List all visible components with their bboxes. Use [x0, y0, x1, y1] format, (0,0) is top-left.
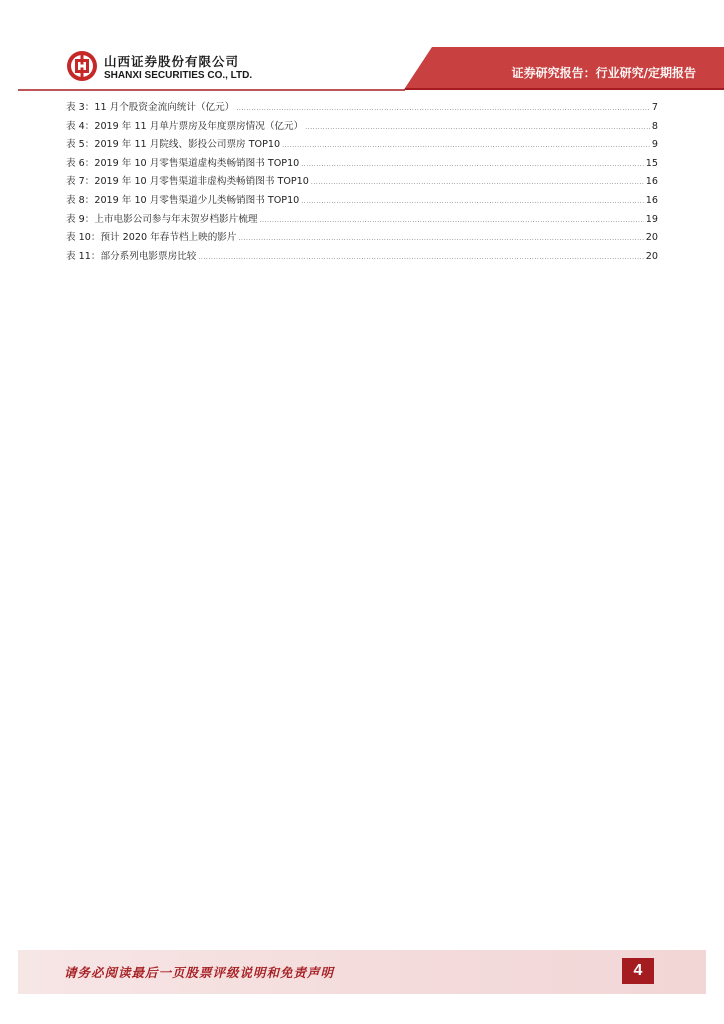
page-number-badge: 4: [622, 958, 654, 984]
toc-item-page[interactable]: 7: [651, 102, 658, 113]
toc-dot-leader: [301, 161, 643, 168]
company-name-cn: 山西证券股份有限公司: [104, 54, 240, 69]
toc-item-label[interactable]: 表 6：2019 年 10 月零售渠道虚构类畅销图书 TOP10: [66, 157, 300, 169]
toc-item-page[interactable]: 16: [645, 176, 658, 188]
toc-item[interactable]: [66, 155, 658, 174]
page-header: [0, 0, 724, 100]
toc-item-label[interactable]: 表 11：部分系列电影票房比较: [66, 250, 197, 262]
toc-item-label[interactable]: 表 4：2019 年 11 月单片票房及年度票房情况（亿元）: [66, 120, 304, 132]
toc-dot-leader: [198, 254, 643, 261]
company-name-en: SHANXI SECURITIES CO., LTD.: [104, 70, 253, 81]
toc-item[interactable]: [66, 248, 658, 267]
table-of-contents: [66, 99, 658, 266]
toc-item[interactable]: [66, 211, 658, 230]
toc-item-label[interactable]: 表 5：2019 年 11 月院线、影投公司票房 TOP10: [66, 139, 281, 151]
toc-dot-leader: [259, 217, 643, 224]
toc-item[interactable]: [66, 118, 658, 137]
toc-dot-leader: [305, 124, 650, 131]
toc-item-page[interactable]: 8: [651, 120, 658, 132]
toc-item[interactable]: [66, 136, 658, 155]
toc-dot-leader: [239, 235, 644, 242]
toc-item-page[interactable]: 15: [645, 157, 658, 169]
toc-item-label[interactable]: 表 8：2019 年 10 月零售渠道少儿类畅销图书 TOP10: [66, 194, 300, 206]
toc-item-page[interactable]: 20: [645, 250, 658, 262]
toc-item-label[interactable]: 表 9：上市电影公司参与年末贺岁档影片梳理: [66, 213, 258, 225]
page-footer: [18, 950, 706, 994]
toc-item-page[interactable]: 16: [645, 194, 658, 206]
toc-item[interactable]: [66, 99, 658, 118]
header-band: [0, 0, 724, 100]
toc-dot-leader: [282, 142, 650, 149]
disclaimer-notice: 请务必阅读最后一页股票评级说明和免责声明: [64, 965, 335, 980]
toc-item[interactable]: [66, 173, 658, 192]
toc-item-label[interactable]: 表 10：预计 2020 年春节档上映的影片: [66, 232, 237, 244]
toc-dot-leader: [236, 105, 650, 112]
toc-item-label[interactable]: 表 7：2019 年 10 月零售渠道非虚构类畅销图书 TOP10: [66, 176, 309, 188]
toc-item-page[interactable]: 9: [651, 139, 658, 151]
toc-item-page[interactable]: 20: [645, 232, 658, 244]
toc-item[interactable]: [66, 229, 658, 248]
shanxi-securities-logo-icon: [66, 50, 98, 82]
toc-item-label[interactable]: 表 3：11 月个股资金流向统计（亿元）: [66, 102, 235, 113]
toc-item[interactable]: [66, 192, 658, 211]
toc-dot-leader: [311, 179, 644, 186]
toc-item-page[interactable]: 19: [645, 213, 658, 225]
report-type-title: 证券研究报告：行业研究/定期报告: [511, 66, 696, 80]
toc-dot-leader: [301, 198, 643, 205]
